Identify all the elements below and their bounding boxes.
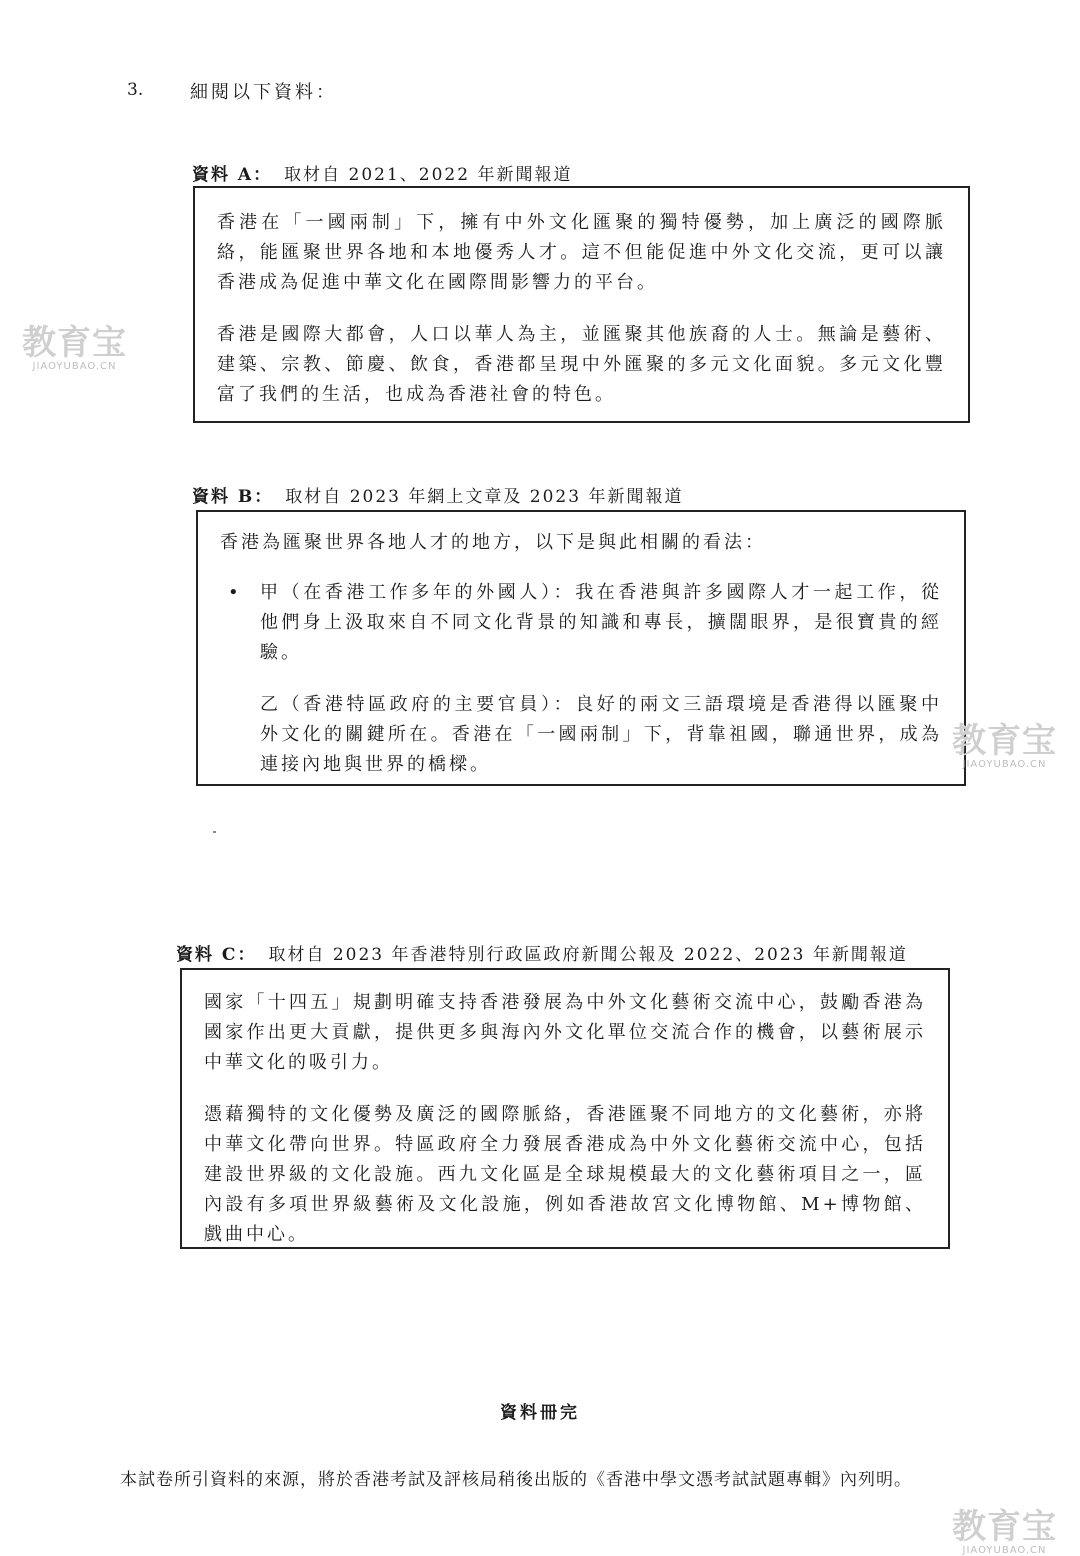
- source-a-heading: [192, 160, 572, 185]
- source-c-heading: [176, 940, 908, 965]
- source-a-box: [193, 186, 970, 423]
- question-prompt: 細閱以下資料：: [190, 82, 337, 103]
- source-c-paragraph: 憑藉獨特的文化優勢及廣泛的國際脈絡，香港匯聚不同地方的文化藝術，亦將中華文化帶向世界。特區政府全力發展香港成為中外文化藝術交流中心，包括建設世界級的文化設施。西九文化區是全球規模最大的文化藝術項目之一，區內設有多項世界級藝術及文化設施，例如香港故宮文化博物館、M+博物館、戲曲中心。: [204, 1104, 926, 1245]
- source-b-intro: 香港為匯聚世界各地人才的地方，以下是與此相關的看法：: [220, 532, 766, 553]
- source-b-origin: 取材自 2023 年網上文章及 2023 年新聞報道: [285, 487, 684, 507]
- watermark-url: JIAOYUBAO.CN: [962, 1545, 1047, 1556]
- question-number: 3.: [127, 80, 144, 100]
- source-a-paragraph: 香港在「一國兩制」下，擁有中外文化匯聚的獨特優勢，加上廣泛的國際脈絡，能匯聚世界各地和本地優秀人才。這不但能促進中外文化交流，更可以讓香港成為促進中華文化在國際間影響力的平台。: [217, 212, 946, 293]
- source-b-view-jia: 甲（在香港工作多年的外國人）：我在香港與許多國際人才一起工作，從他們身上汲取來自不同文化背景的知識和專長，擴闊眼界，是很寶貴的經驗。: [260, 582, 942, 663]
- bullet-point: •: [228, 582, 242, 603]
- source-b-views: [220, 578, 942, 780]
- watermark-logo: [12, 323, 137, 372]
- source-b-label: 資料 B：: [192, 487, 274, 507]
- watermark-text: 教育宝: [952, 1507, 1057, 1547]
- scan-speck: [213, 831, 216, 833]
- source-c-paragraph: 國家「十四五」規劃明確支持香港發展為中外文化藝術交流中心，鼓勵香港為國家作出更大貢獻，提供更多與海內外文化單位交流合作的機會，以藝術展示中華文化的吸引力。: [204, 992, 926, 1073]
- watermark-text: 教育宝: [22, 323, 127, 363]
- source-b-box: [196, 510, 966, 786]
- watermark-logo: [942, 1507, 1067, 1556]
- source-b-heading: [192, 482, 683, 507]
- source-a-paragraph: 香港是國際大都會，人口以華人為主，並匯聚其他族裔的人士。無論是藝術、建築、宗教、節慶、飲食，香港都呈現中外匯聚的多元文化面貌。多元文化豐富了我們的生活，也成為香港社會的特色。: [217, 324, 946, 405]
- watermark-text: 教育宝: [952, 721, 1057, 761]
- source-a-label: 資料 A：: [192, 165, 273, 185]
- watermark-url: JIAOYUBAO.CN: [32, 361, 117, 372]
- watermark-url: JIAOYUBAO.CN: [962, 759, 1047, 770]
- footnote: 本試卷所引資料的來源，將於香港考試及評核局稍後出版的《香港中學文憑考試試題專輯》內列明。: [120, 1470, 912, 1490]
- source-c-label: 資料 C：: [176, 945, 257, 965]
- source-c-origin: 取材自 2023 年香港特別行政區政府新聞公報及 2022、2023 年新聞報道: [268, 945, 908, 965]
- watermark-logo: [942, 721, 1067, 770]
- source-b-view-yi: 乙（香港特區政府的主要官員）：良好的兩文三語環境是香港得以匯聚中外文化的關鍵所在。香港在「一國兩制」下，背靠祖國，聯通世界，成為連接內地與世界的橋樑。: [260, 694, 942, 775]
- source-c-box: [180, 968, 950, 1249]
- source-a-origin: 取材自 2021、2022 年新聞報道: [284, 165, 573, 185]
- end-of-booklet: 資料冊完: [500, 1403, 580, 1423]
